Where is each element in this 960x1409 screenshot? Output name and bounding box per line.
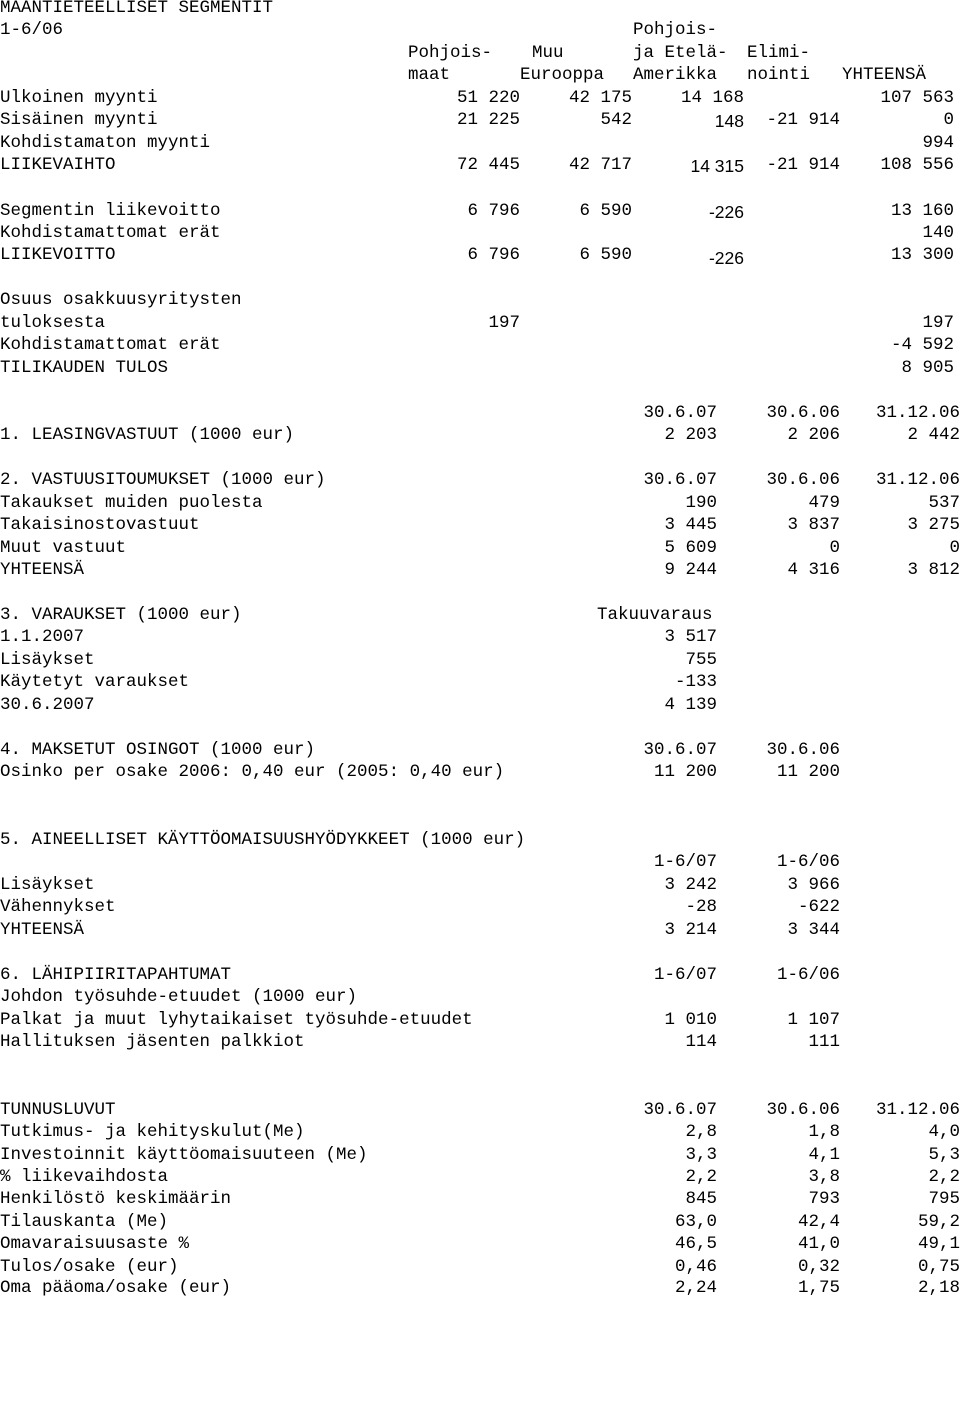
row-value-yhteensa: 0 (943, 110, 954, 130)
row-value-pohjoismaat: 6 796 (467, 245, 520, 265)
row-value-eliminointi: -21 914 (766, 155, 840, 175)
value-col3: 3 275 (907, 515, 960, 535)
provisions-column: Takuuvaraus (597, 605, 713, 625)
assets-row (0, 896, 960, 918)
row-label: Hallituksen jäsenten palkkiot (0, 1032, 305, 1052)
value-col3: 49,1 (917, 1234, 960, 1254)
provisions-row (0, 649, 960, 671)
segment-row (0, 312, 960, 334)
header-col4-line3: nointi (747, 65, 811, 85)
row-label: Takaisinostovastuut (0, 515, 200, 535)
row-label: Osuus osakkuusyritysten (0, 290, 242, 310)
value-col1: 2 203 (664, 425, 717, 445)
keyfigures-header-row (0, 1099, 960, 1121)
date-col2: 30.6.06 (766, 403, 840, 423)
row-value-yhteensa: 197 (922, 313, 954, 333)
assets-periods-row (0, 851, 960, 873)
row-label: Lisäykset (0, 650, 95, 670)
related-subtitle: Johdon työsuhde-etuudet (1000 eur) (0, 987, 358, 1007)
row-value-yhteensa: 13 160 (890, 201, 954, 221)
keyfigure-row (0, 1144, 960, 1166)
row-label: Omavaraisuusaste % (0, 1234, 190, 1254)
commitments-row (0, 514, 960, 536)
value-col1: 11 200 (653, 762, 717, 782)
header-col4-line2: Elimi- (747, 43, 811, 63)
value-col3: 537 (928, 493, 960, 513)
segments-title-row (0, 0, 960, 19)
dividends-title: 4. MAKSETUT OSINGOT (1000 eur) (0, 740, 316, 760)
provisions-title: 3. VARAUKSET (1000 eur) (0, 605, 242, 625)
leasing-label: 1. LEASINGVASTUUT (1000 eur) (0, 425, 295, 445)
date-col3: 31.12.06 (875, 403, 960, 423)
row-value-pohjoismaat: 51 220 (456, 88, 520, 108)
value-col2: 3 837 (787, 515, 840, 535)
value-col2: 2 206 (787, 425, 840, 445)
date-col3: 31.12.06 (875, 470, 960, 490)
related-subtitle-row (0, 986, 960, 1008)
dividends-header-row (0, 739, 960, 761)
value-col1: 3 214 (664, 920, 717, 940)
assets-title: 5. AINEELLISET KÄYTTÖOMAISUUSHYÖDYKKEET (1000 eur) (0, 830, 526, 850)
value-col2: 41,0 (797, 1234, 840, 1254)
value-col3: 0 (949, 538, 960, 558)
row-label: tuloksesta (0, 313, 106, 333)
row-label: Muut vastuut (0, 538, 127, 558)
row-value: 755 (685, 650, 717, 670)
row-value-yhteensa: 8 905 (901, 358, 954, 378)
row-value-muu-eurooppa: 542 (600, 110, 632, 130)
keyfigures-title: TUNNUSLUVUT (0, 1100, 116, 1120)
value-col1: 9 244 (664, 560, 717, 580)
value-col2: 479 (808, 493, 840, 513)
date-col2: 30.6.06 (766, 740, 840, 760)
date-col2: 30.6.06 (766, 1100, 840, 1120)
assets-row (0, 919, 960, 941)
row-label: Kohdistamattomat erät (0, 335, 221, 355)
keyfigure-row (0, 1256, 960, 1278)
segment-row (0, 222, 960, 244)
segment-row (0, 289, 960, 311)
value-col2: 42,4 (797, 1212, 840, 1232)
value-col1: 63,0 (674, 1212, 717, 1232)
row-value-pohjoismaat: 21 225 (456, 110, 520, 130)
dividends-row (0, 761, 960, 783)
commitments-row (0, 492, 960, 514)
row-label: Investoinnit käyttöomaisuuteen (Me) (0, 1145, 368, 1165)
header-col2-line3: Eurooppa (520, 65, 605, 85)
related-row (0, 1031, 960, 1053)
date-col2: 30.6.06 (766, 470, 840, 490)
row-label: Vähennykset (0, 897, 116, 917)
row-value-yhteensa: 994 (922, 133, 954, 153)
row-value-amerikka: 14 168 (680, 88, 744, 108)
header-col1-line3: maat (408, 65, 451, 85)
row-label: Henkilöstö keskimäärin (0, 1189, 232, 1209)
segments-header3-row (0, 64, 960, 86)
segment-row (0, 200, 960, 222)
value-col1: 0,46 (674, 1257, 717, 1277)
period-col2: 1-6/06 (776, 852, 840, 872)
value-col3: 795 (928, 1189, 960, 1209)
dividends-label: Osinko per osake 2006: 0,40 eur (2005: 0,40 eur) (0, 762, 505, 782)
row-label: Kohdistamattomat erät (0, 223, 221, 243)
value-col3: 2,18 (917, 1278, 960, 1298)
row-label: YHTEENSÄ (0, 920, 85, 940)
period-col1: 1-6/07 (653, 965, 717, 985)
row-label: Lisäykset (0, 875, 95, 895)
value-col1: 3 445 (664, 515, 717, 535)
value-col1: 2,2 (685, 1167, 717, 1187)
row-value-yhteensa: 107 563 (880, 88, 954, 108)
row-label: Ulkoinen myynti (0, 88, 158, 108)
row-label: TILIKAUDEN TULOS (0, 358, 169, 378)
period-col2: 1-6/06 (776, 965, 840, 985)
row-value-muu-eurooppa: 42 175 (568, 88, 632, 108)
row-value-pohjoismaat: 197 (488, 313, 520, 333)
row-value-yhteensa: 108 556 (880, 155, 954, 175)
value-col2: 11 200 (776, 762, 840, 782)
row-value-yhteensa: 140 (922, 223, 954, 243)
segments-header2-row (0, 42, 960, 64)
value-col2: 1,75 (797, 1278, 840, 1298)
value-col2: 0,32 (797, 1257, 840, 1277)
related-title: 6. LÄHIPIIRITAPAHTUMAT (0, 965, 232, 985)
value-col2: 1,8 (808, 1122, 840, 1142)
commitments-row (0, 559, 960, 581)
segment-row (0, 357, 960, 379)
segments-title: MAANTIETEELLISET SEGMENTIT (0, 0, 274, 18)
related-row (0, 1009, 960, 1031)
row-label: 1.1.2007 (0, 627, 85, 647)
row-value-muu-eurooppa: 42 717 (568, 155, 632, 175)
row-label: Tutkimus- ja kehityskulut(Me) (0, 1122, 305, 1142)
date-col3: 31.12.06 (875, 1100, 960, 1120)
value-col1: 3,3 (685, 1145, 717, 1165)
row-label: Takaukset muiden puolesta (0, 493, 263, 513)
leasing-row (0, 424, 960, 446)
value-col2: 111 (808, 1032, 840, 1052)
row-value-amerikka: 148 (714, 111, 744, 131)
value-col3: 3 812 (907, 560, 960, 580)
row-value: 3 517 (664, 627, 717, 647)
provisions-header-row (0, 604, 960, 626)
row-value-amerikka: 14 315 (690, 156, 744, 176)
row-label: Tulos/osake (eur) (0, 1257, 179, 1277)
provisions-row (0, 626, 960, 648)
commitments-title: 2. VASTUUSITOUMUKSET (1000 eur) (0, 470, 326, 490)
date-col1: 30.6.07 (643, 1100, 717, 1120)
header-col5-line3: YHTEENSÄ (842, 65, 927, 85)
value-col3: 4,0 (928, 1122, 960, 1142)
row-value-eliminointi: -21 914 (766, 110, 840, 130)
row-label: 30.6.2007 (0, 695, 95, 715)
value-col1: 2,8 (685, 1122, 717, 1142)
date-col1: 30.6.07 (643, 403, 717, 423)
row-value-pohjoismaat: 72 445 (456, 155, 520, 175)
assets-title-row (0, 829, 960, 851)
keyfigure-row (0, 1211, 960, 1233)
row-value-yhteensa: 13 300 (890, 245, 954, 265)
row-label: YHTEENSÄ (0, 560, 85, 580)
value-col2: 3 344 (787, 920, 840, 940)
keyfigure-row (0, 1166, 960, 1188)
value-col3: 2,2 (928, 1167, 960, 1187)
row-label: Palkat ja muut lyhytaikaiset työsuhde-etuudet (0, 1010, 473, 1030)
value-col2: 1 107 (787, 1010, 840, 1030)
provisions-row (0, 694, 960, 716)
segment-row (0, 87, 960, 109)
row-value-amerikka: -226 (708, 248, 744, 268)
value-col1: 46,5 (674, 1234, 717, 1254)
row-label: LIIKEVOITTO (0, 245, 116, 265)
row-value: 4 139 (664, 695, 717, 715)
row-value-amerikka: -226 (708, 202, 744, 222)
value-col2: -622 (797, 897, 840, 917)
row-label: Oma pääoma/osake (eur) (0, 1278, 232, 1298)
segment-row (0, 154, 960, 176)
value-col2: 4 316 (787, 560, 840, 580)
date-col1: 30.6.07 (643, 470, 717, 490)
keyfigure-row (0, 1277, 960, 1299)
segment-row (0, 132, 960, 154)
keyfigure-row (0, 1121, 960, 1143)
leasing-dates-row (0, 402, 960, 424)
row-value: -133 (674, 672, 717, 692)
assets-row (0, 874, 960, 896)
segment-row (0, 244, 960, 266)
row-value-muu-eurooppa: 6 590 (579, 245, 632, 265)
header-col2-line2: Muu (532, 43, 564, 63)
value-col2: 793 (808, 1189, 840, 1209)
value-col2: 0 (829, 538, 840, 558)
header-col3-line3: Amerikka (633, 65, 718, 85)
value-col2: 3,8 (808, 1167, 840, 1187)
value-col2: 3 966 (787, 875, 840, 895)
commitments-row (0, 537, 960, 559)
value-col1: 3 242 (664, 875, 717, 895)
row-label: Segmentin liikevoitto (0, 201, 221, 221)
row-label: Tilauskanta (Me) (0, 1212, 169, 1232)
segment-row (0, 334, 960, 356)
header-col3-line2: ja Etelä- (633, 43, 728, 63)
row-label: Kohdistamaton myynti (0, 133, 211, 153)
value-col1: 2,24 (674, 1278, 717, 1298)
row-value-muu-eurooppa: 6 590 (579, 201, 632, 221)
keyfigure-row (0, 1233, 960, 1255)
value-col1: 845 (685, 1189, 717, 1209)
value-col1: 114 (685, 1032, 717, 1052)
header-col1-line2: Pohjois- (408, 43, 493, 63)
value-col1: 190 (685, 493, 717, 513)
value-col3: 5,3 (928, 1145, 960, 1165)
row-label: Sisäinen myynti (0, 110, 158, 130)
segments-period-row (0, 19, 960, 41)
commitments-header-row (0, 469, 960, 491)
row-label: % liikevaihdosta (0, 1167, 169, 1187)
value-col1: 1 010 (664, 1010, 717, 1030)
related-header-row (0, 964, 960, 986)
value-col2: 4,1 (808, 1145, 840, 1165)
segment-row (0, 109, 960, 131)
value-col3: 59,2 (917, 1212, 960, 1232)
row-value-pohjoismaat: 6 796 (467, 201, 520, 221)
keyfigure-row (0, 1188, 960, 1210)
segments-period: 1-6/06 (0, 20, 64, 40)
header-col3-line1: Pohjois- (633, 20, 718, 40)
date-col1: 30.6.07 (643, 740, 717, 760)
value-col1: -28 (685, 897, 717, 917)
value-col3: 2 442 (907, 425, 960, 445)
value-col1: 5 609 (664, 538, 717, 558)
period-col1: 1-6/07 (653, 852, 717, 872)
row-value-yhteensa: -4 592 (890, 335, 954, 355)
value-col3: 0,75 (917, 1257, 960, 1277)
row-label: Käytetyt varaukset (0, 672, 190, 692)
row-label: LIIKEVAIHTO (0, 155, 116, 175)
provisions-row (0, 671, 960, 693)
